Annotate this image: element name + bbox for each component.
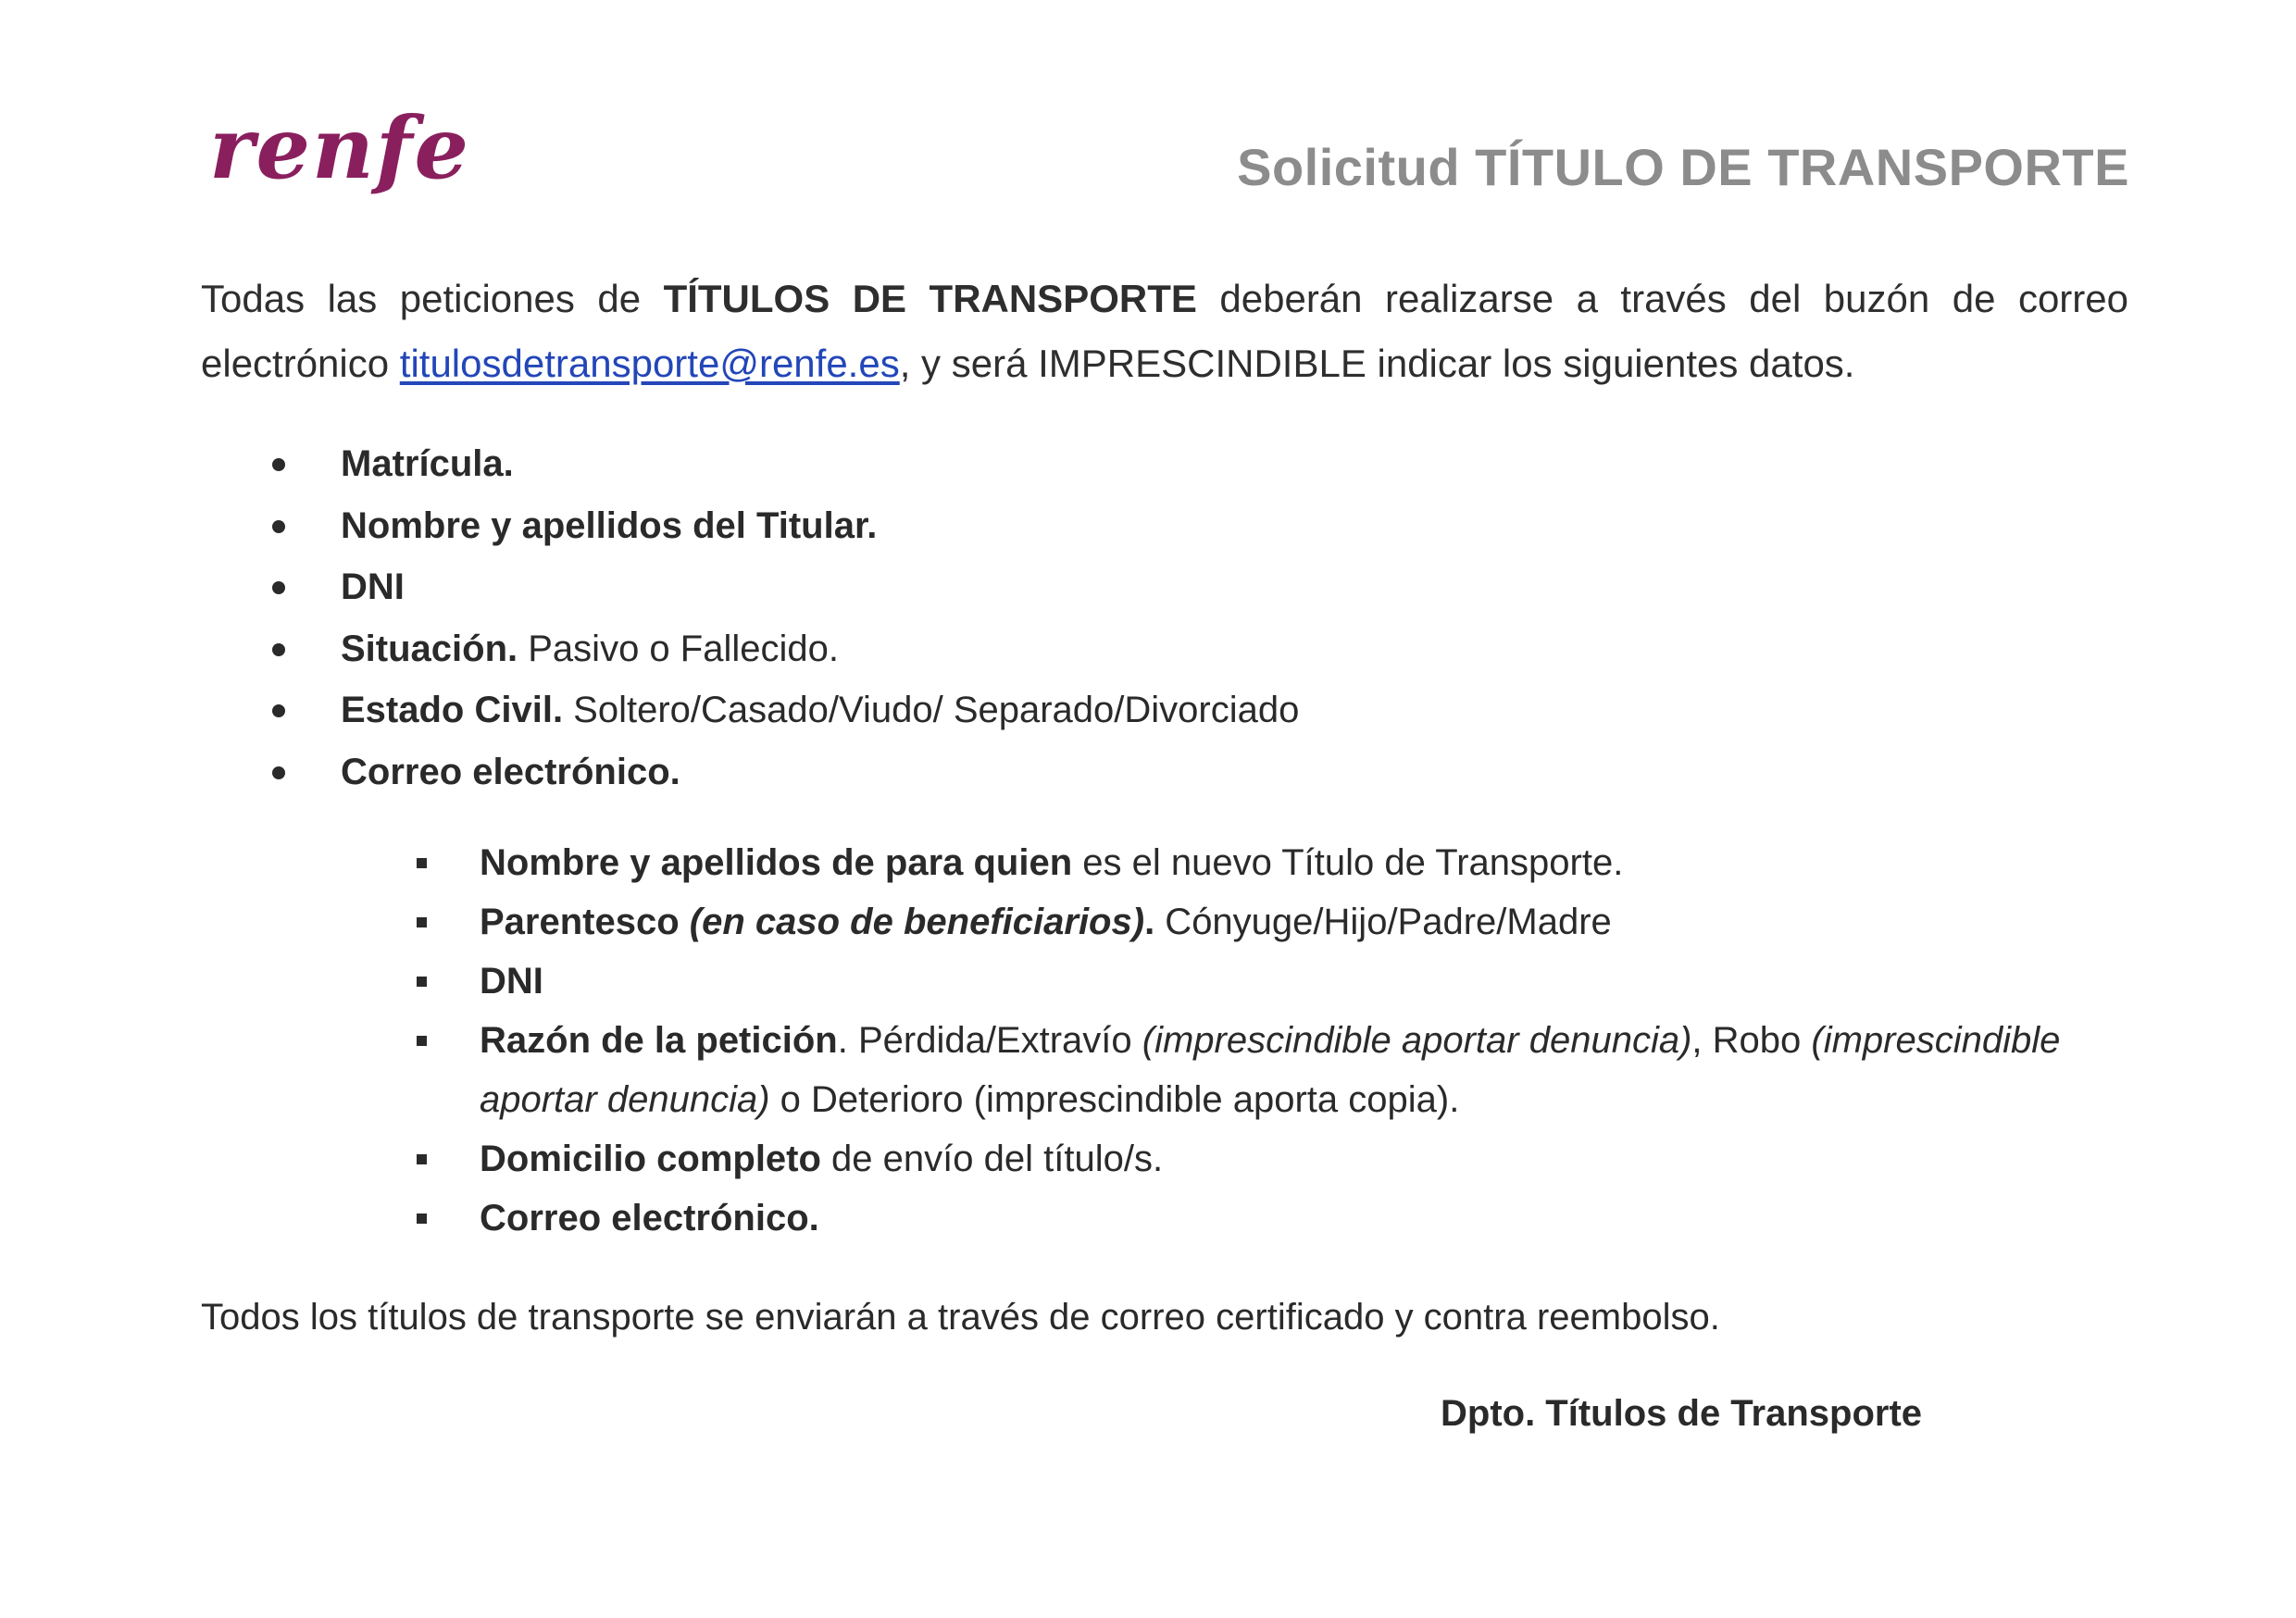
bullet-icon xyxy=(272,581,285,594)
list-item xyxy=(268,495,1299,557)
bullet-icon xyxy=(272,520,285,533)
item-label: Correo electrónico. xyxy=(480,1198,819,1238)
item-text: . Pérdida/Extravío xyxy=(837,1020,1142,1061)
list-item xyxy=(413,833,2135,892)
square-bullet-icon xyxy=(417,858,427,868)
item-text: Pasivo o Fallecido. xyxy=(518,628,839,669)
intro-text-3: , y será IMPRESCINDIBLE indicar los siguientes datos. xyxy=(899,342,1855,385)
item-label: Correo electrónico. xyxy=(341,751,680,792)
bullet-icon xyxy=(272,766,285,779)
item-note: (en caso de beneficiarios) xyxy=(689,902,1145,942)
item-label: Domicilio completo xyxy=(480,1139,821,1179)
renfe-logo xyxy=(206,93,502,213)
list-item xyxy=(413,1129,2135,1189)
item-text: Cónyuge/Hijo/Padre/Madre xyxy=(1154,902,1612,942)
item-label: Nombre y apellidos de para quien xyxy=(480,842,1073,883)
list-item xyxy=(268,741,1299,803)
square-bullet-icon xyxy=(417,1036,427,1046)
item-text: , Robo xyxy=(1691,1020,1812,1061)
item-label: Matrícula. xyxy=(341,443,514,484)
item-text: de envío del título/s. xyxy=(820,1139,1164,1179)
item-note: (imprescindible aportar denuncia) xyxy=(480,1020,2061,1120)
list-item xyxy=(413,1189,2135,1248)
item-label: Situación. xyxy=(341,628,518,669)
list-item xyxy=(268,679,1299,741)
square-bullet-icon xyxy=(417,1214,427,1224)
item-label: Nombre y apellidos del Titular. xyxy=(341,504,878,546)
document-title: Solicitud TÍTULO DE TRANSPORTE xyxy=(1237,138,2129,196)
intro-paragraph xyxy=(201,267,2128,396)
item-text: Soltero/Casado/Viudo/ Separado/Divorciado xyxy=(563,690,1300,731)
item-label-end: . xyxy=(1144,902,1155,942)
svg-text:renfe: renfe xyxy=(209,98,471,198)
holder-data-list xyxy=(268,433,1299,803)
intro-text-1: Todas las peticiones de xyxy=(201,277,664,320)
item-label: Razón de la petición xyxy=(480,1020,838,1061)
list-item xyxy=(268,556,1299,618)
bullet-icon xyxy=(272,643,285,656)
list-item xyxy=(268,618,1299,680)
item-text: es el nuevo Título de Transporte. xyxy=(1072,842,1624,883)
item-note: (imprescindible aportar denuncia) xyxy=(1142,1020,1692,1061)
email-link[interactable]: titulosdetransporte@renfe.es xyxy=(399,342,900,385)
intro-text-2: deberán realizarse a través del buzón de correo electrónico xyxy=(201,277,2128,385)
list-item xyxy=(413,892,2135,952)
intro-strong-text: TÍTULOS DE TRANSPORTE xyxy=(663,277,1197,320)
signature: Dpto. Títulos de Transporte xyxy=(1441,1393,1923,1434)
list-item xyxy=(413,1011,2135,1129)
list-item xyxy=(413,952,2135,1011)
bullet-icon xyxy=(272,704,285,717)
item-label: Parentesco xyxy=(480,902,690,942)
item-label: DNI xyxy=(480,961,543,1002)
square-bullet-icon xyxy=(417,917,427,927)
bullet-icon xyxy=(272,458,285,471)
square-bullet-icon xyxy=(417,1154,427,1164)
request-data-list xyxy=(413,833,2135,1248)
square-bullet-icon xyxy=(417,977,427,987)
list-item xyxy=(268,433,1299,495)
item-label: DNI xyxy=(341,566,405,608)
item-label: Estado Civil. xyxy=(341,690,564,731)
item-text: o Deterioro (imprescindible aporta copia). xyxy=(769,1079,1460,1120)
closing-paragraph: Todos los títulos de transporte se enviarán a través de correo certificado y contra reembolso. xyxy=(201,1297,1720,1338)
